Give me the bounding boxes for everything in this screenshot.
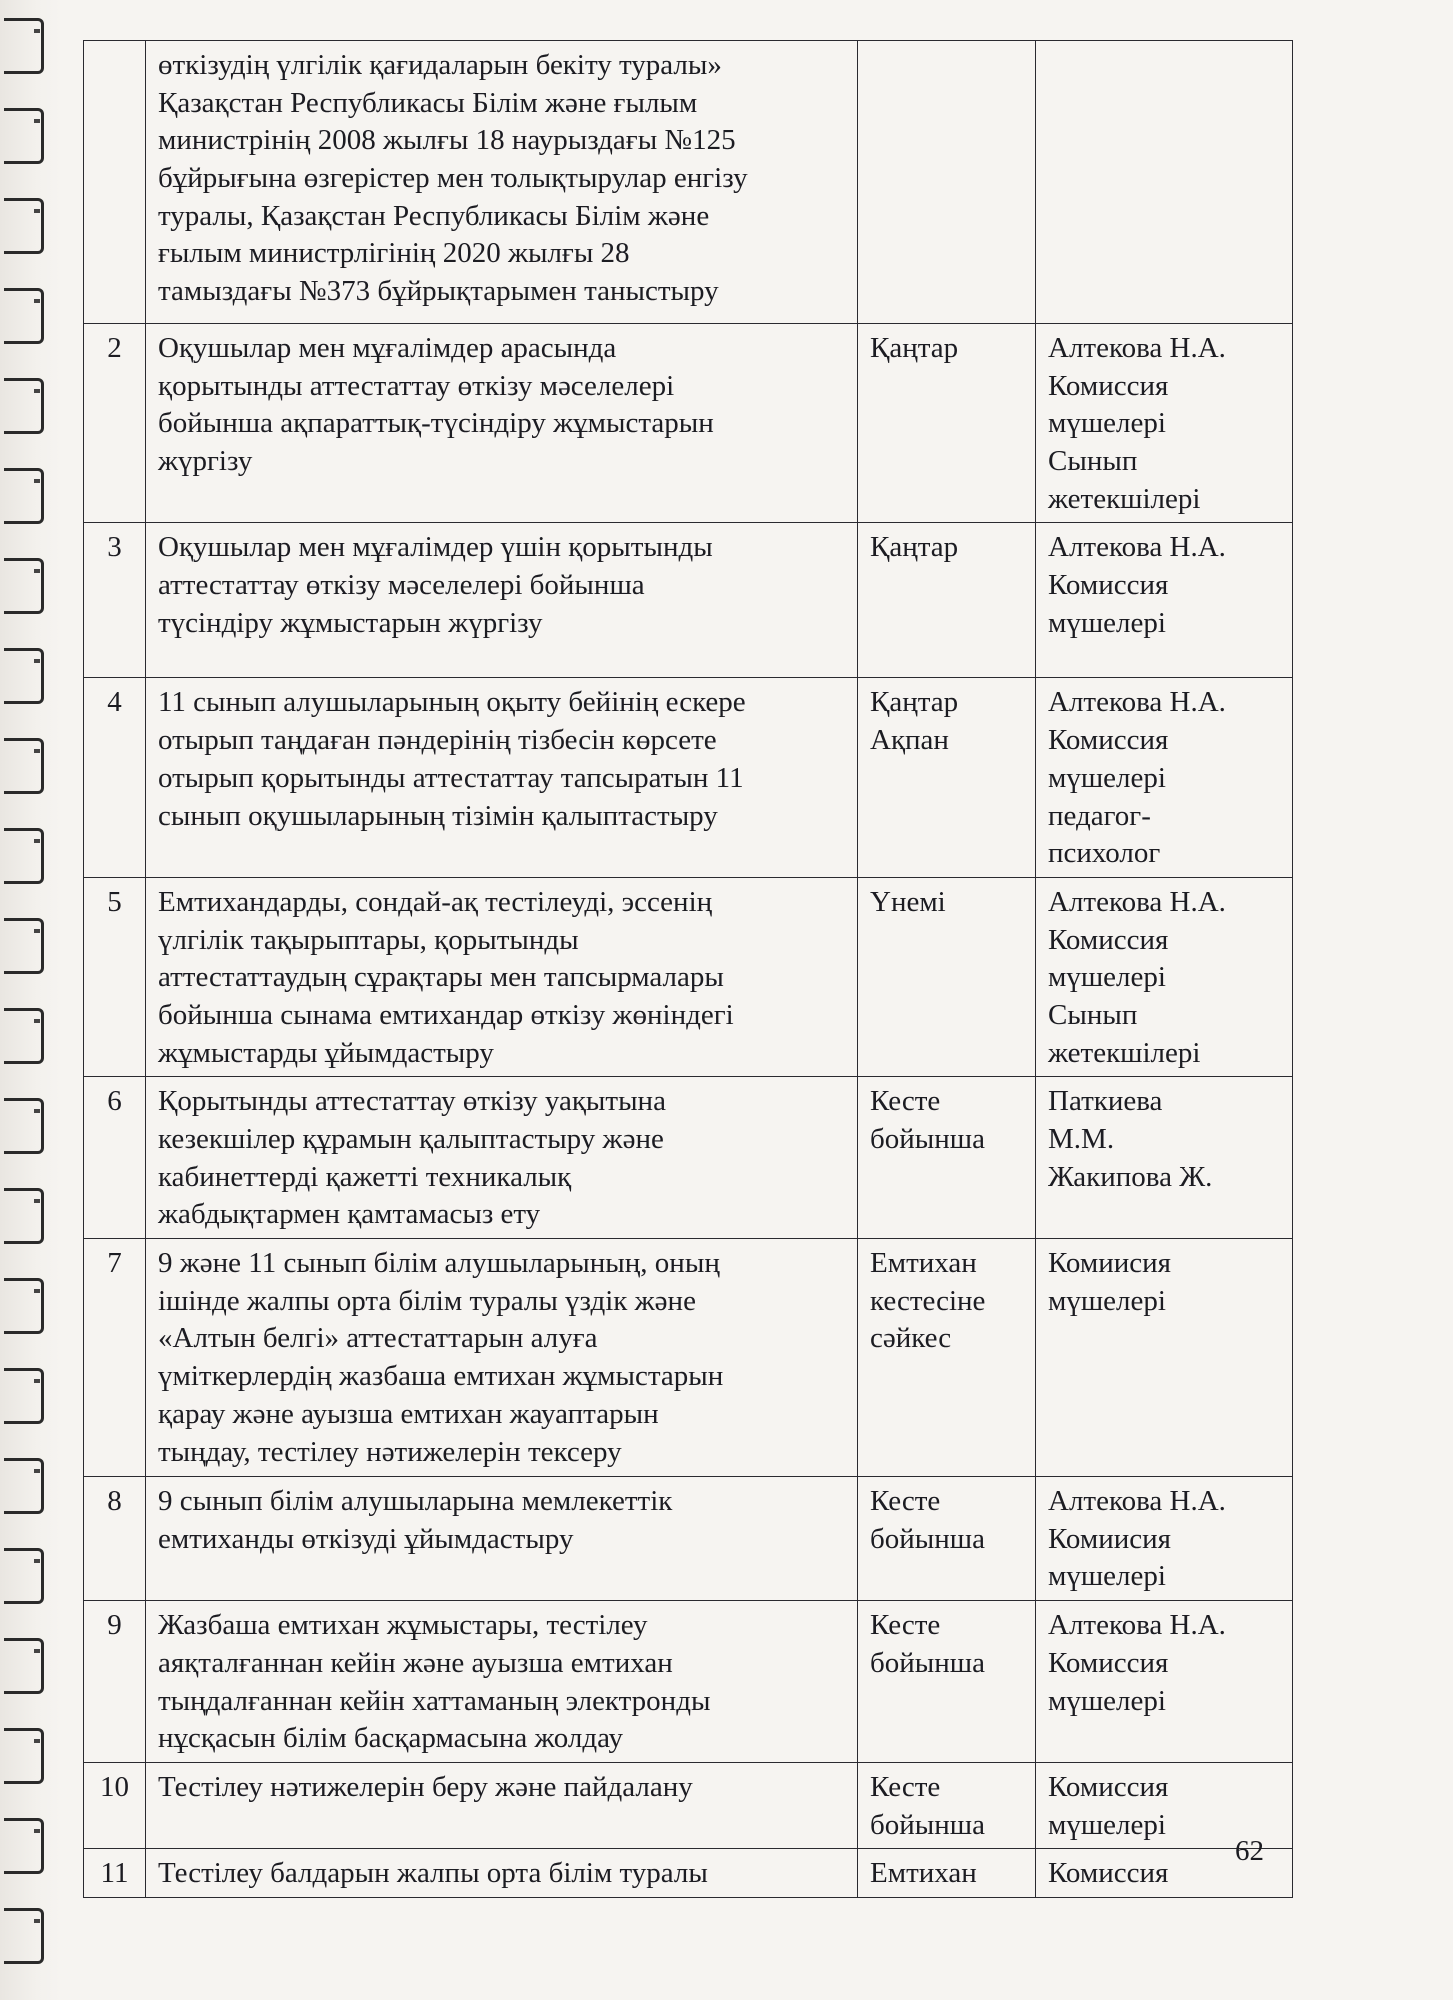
table-row bbox=[84, 1239, 1293, 1477]
term-cell: Емтихан кестесіне сәйкес bbox=[858, 1239, 1036, 1477]
term-cell: Кесте бойынша bbox=[858, 1477, 1036, 1601]
responsible-cell: Паткиева М.М. Жакипова Ж. bbox=[1036, 1077, 1293, 1239]
table-row bbox=[84, 1077, 1293, 1239]
binding-ring bbox=[4, 1908, 44, 1964]
binding-ring bbox=[4, 108, 44, 164]
binding-ring bbox=[4, 558, 44, 614]
task-cell: 9 және 11 сынып білім алушыларының, оның ішінде жалпы орта білім туралы үздік және «Алтын белгі» аттестаттарын алуға үміткерлердің жазбаша емтихан жұмыстарын қарау және ауызша емтихан жауаптарын тыңдау, тестілеу нәтижелерін тексеру bbox=[146, 1239, 858, 1477]
term-cell: Үнемі bbox=[858, 877, 1036, 1076]
binding-ring bbox=[4, 468, 44, 524]
responsible-cell bbox=[1036, 41, 1293, 324]
task-cell: Оқушылар мен мұғалімдер үшін қорытынды аттестаттау өткізу мәселелері бойынша түсіндіру жұмыстарын жүргізу bbox=[146, 523, 858, 678]
task-cell: Оқушылар мен мұғалімдер арасында қорытынды аттестаттау өткізу мәселелері бойынша ақпараттық-түсіндіру жұмыстарын жүргізу bbox=[146, 324, 858, 523]
row-number: 3 bbox=[84, 523, 146, 678]
term-cell: Кесте бойынша bbox=[858, 1601, 1036, 1763]
table-row bbox=[84, 1601, 1293, 1763]
term-cell: Кесте бойынша bbox=[858, 1077, 1036, 1239]
task-cell: Қорытынды аттестаттау өткізу уақытына кезекшілер құрамын қалыптастыру және кабинеттерді қажетті техникалық жабдықтармен қамтамасыз ету bbox=[146, 1077, 858, 1239]
binding-ring bbox=[4, 198, 44, 254]
term-cell: Қаңтар bbox=[858, 523, 1036, 678]
binding-ring bbox=[4, 1638, 44, 1694]
row-number: 11 bbox=[84, 1849, 146, 1898]
binding-ring bbox=[4, 1008, 44, 1064]
task-cell: Емтихандарды, сондай-ақ тестілеуді, эссенің үлгілік тақырыптары, қорытынды аттестаттаудың сұрақтары мен тапсырмалары бойынша сынама емтихандар өткізу жөніндегі жұмыстарды ұйымдастыру bbox=[146, 877, 858, 1076]
binding-ring bbox=[4, 378, 44, 434]
table-row bbox=[84, 678, 1293, 877]
responsible-cell: Алтекова Н.А. Комиссия мүшелері педагог- психолог bbox=[1036, 678, 1293, 877]
binding-ring bbox=[4, 1368, 44, 1424]
responsible-cell: Алтекова Н.А. Комиссия мүшелері bbox=[1036, 523, 1293, 678]
task-cell: 11 сынып алушыларының оқыту бейінің ескере отырып таңдаған пәндерінің тізбесін көрсете отырып қорытынды аттестаттау тапсыратын 11 сынып оқушыларының тізімін қалыптастыру bbox=[146, 678, 858, 877]
binding-ring bbox=[4, 1188, 44, 1244]
task-cell: өткізудің үлгілік қағидаларын бекіту туралы» Қазақстан Республикасы Білім және ғылым министрінің 2008 жылғы 18 наурыздағы №125 бұйрығына өзгерістер мен толықтырулар енгізу туралы, Қазақстан Республикасы Білім және ғылым министрлігінің 2020 жылғы 28 тамыздағы №373 бұйрықтарымен таныстыру bbox=[146, 41, 858, 324]
term-cell: Қаңтар bbox=[858, 324, 1036, 523]
row-number bbox=[84, 41, 146, 324]
term-cell: Қаңтар Ақпан bbox=[858, 678, 1036, 877]
term-cell bbox=[858, 41, 1036, 324]
responsible-cell: Комиисия мүшелері bbox=[1036, 1239, 1293, 1477]
row-number: 8 bbox=[84, 1477, 146, 1601]
row-number: 10 bbox=[84, 1762, 146, 1848]
task-cell: Тестілеу нәтижелерін беру және пайдалану bbox=[146, 1762, 858, 1848]
binding-ring bbox=[4, 918, 44, 974]
term-cell: Кесте бойынша bbox=[858, 1762, 1036, 1848]
table-row bbox=[84, 324, 1293, 523]
binding-ring bbox=[4, 738, 44, 794]
responsible-cell: Алтекова Н.А. Комиссия мүшелері bbox=[1036, 1601, 1293, 1763]
row-number: 2 bbox=[84, 324, 146, 523]
binding-ring bbox=[4, 1278, 44, 1334]
binding-ring bbox=[4, 648, 44, 704]
task-cell: Жазбаша емтихан жұмыстары, тестілеу аяқталғаннан кейін және ауызша емтихан тыңдалғаннан кейін хаттаманың электронды нұсқасын білім басқармасына жолдау bbox=[146, 1601, 858, 1763]
task-cell: Тестілеу балдарын жалпы орта білім туралы bbox=[146, 1849, 858, 1898]
table-row bbox=[84, 1762, 1293, 1848]
responsible-cell: Алтекова Н.А. Комиссия мүшелері Сынып жетекшілері bbox=[1036, 877, 1293, 1076]
task-cell: 9 сынып білім алушыларына мемлекеттік емтиханды өткізуді ұйымдастыру bbox=[146, 1477, 858, 1601]
binding-ring bbox=[4, 1458, 44, 1514]
row-number: 9 bbox=[84, 1601, 146, 1763]
row-number: 4 bbox=[84, 678, 146, 877]
spiral-binding bbox=[0, 0, 62, 2000]
responsible-cell: Комиссия bbox=[1036, 1849, 1293, 1898]
binding-ring bbox=[4, 288, 44, 344]
responsible-cell: Алтекова Н.А. Комиссия мүшелері Сынып жетекшілері bbox=[1036, 324, 1293, 523]
binding-ring bbox=[4, 1098, 44, 1154]
table-row bbox=[84, 1477, 1293, 1601]
responsible-cell: Алтекова Н.А. Комиисия мүшелері bbox=[1036, 1477, 1293, 1601]
table-row bbox=[84, 877, 1293, 1076]
binding-ring bbox=[4, 1548, 44, 1604]
table-row bbox=[84, 1849, 1293, 1898]
row-number: 7 bbox=[84, 1239, 146, 1477]
responsible-cell: Комиссия мүшелері bbox=[1036, 1762, 1293, 1848]
term-cell: Емтихан bbox=[858, 1849, 1036, 1898]
row-number: 5 bbox=[84, 877, 146, 1076]
page-number: 62 bbox=[1235, 1835, 1264, 1867]
row-number: 6 bbox=[84, 1077, 146, 1239]
binding-ring bbox=[4, 1818, 44, 1874]
plan-table bbox=[83, 40, 1293, 1898]
table-row bbox=[84, 41, 1293, 324]
table-row bbox=[84, 523, 1293, 678]
binding-ring bbox=[4, 1728, 44, 1784]
binding-ring bbox=[4, 828, 44, 884]
binding-ring bbox=[4, 18, 44, 74]
